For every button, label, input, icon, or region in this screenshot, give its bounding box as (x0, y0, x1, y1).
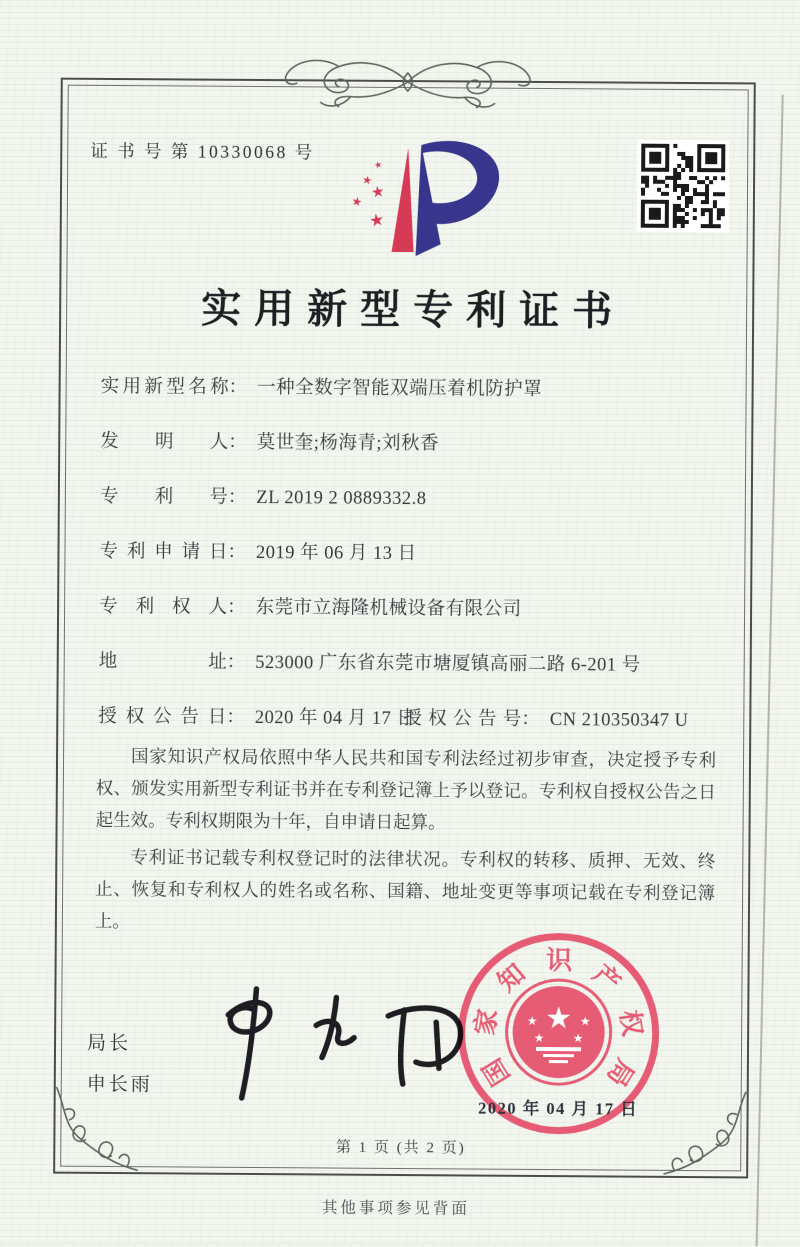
paper-edge (756, 95, 784, 1247)
svg-text:产: 产 (587, 959, 626, 999)
field-row-grant: 授权公告日： 2020 年 04 月 17 日 授权公告号： CN 210350347 U (98, 702, 728, 761)
field-value: ZL 2019 2 0889332.8 (256, 487, 427, 510)
field-label: 专利号 (99, 486, 228, 508)
qr-code (637, 140, 730, 233)
field-value: 一种全数字智能双端压着机防护罩 (257, 377, 543, 400)
field-row-address: 地址： 523000 广东省东莞市塘厦镇高丽二路 6-201 号 (98, 647, 728, 706)
svg-text:★: ★ (533, 1030, 545, 1046)
legal-paragraph-1: 国家知识产权局依照中华人民共和国专利法经过初步审查，决定授予专利权、颁发实用新型专利证书并在专利登记簿上予以登记。专利权自授权公告之日起生效。专利权期限为十年，自申请日起算。 (95, 746, 717, 833)
page-number: 第 1 页 (共 2 页) (335, 1139, 466, 1157)
field-label: 授权公告日 (98, 706, 227, 728)
certificate-number: 证 书 号 第 10330068 号 (90, 140, 315, 163)
certificate-title: 实用新型专利证书 (201, 285, 626, 334)
field-grant-number: 授权公告号： CN 210350347 U (403, 704, 688, 732)
field-label: 实用新型名称 (100, 376, 229, 398)
certificate-border-frame (53, 78, 756, 1179)
director-title: 局长 (86, 1032, 132, 1055)
svg-text:★: ★ (370, 184, 386, 202)
svg-text:★: ★ (545, 1002, 573, 1036)
director-name: 申长雨 (86, 1073, 153, 1096)
field-label: 地址 (98, 651, 227, 673)
field-row-name: 实用新型名称： 一种全数字智能双端压着机防护罩 (100, 372, 730, 431)
field-row-patentee: 专利权人： 东莞市立海隆机械设备有限公司 (99, 592, 729, 651)
field-label: 授权公告号 (403, 709, 522, 730)
field-label: 专利申请日 (99, 541, 228, 563)
svg-text:权: 权 (614, 1008, 648, 1039)
svg-text:局: 局 (601, 1053, 640, 1092)
field-label: 发明人 (100, 431, 229, 453)
svg-text:★: ★ (373, 159, 384, 171)
field-value: 莫世奎;杨海青;刘秋香 (256, 432, 440, 455)
svg-text:★: ★ (361, 173, 374, 188)
svg-text:知: 知 (492, 958, 531, 998)
field-value: 东莞市立海隆机械设备有限公司 (255, 597, 522, 620)
field-row-patent-no: 专利号： ZL 2019 2 0889332.8 (100, 482, 730, 541)
director-block (87, 1028, 154, 1110)
field-value: 523000 广东省东莞市塘厦镇高丽二路 6-201 号 (255, 652, 641, 676)
svg-text:★: ★ (572, 1031, 584, 1046)
seal-date: 2020 年 04 月 17 日 (477, 1098, 639, 1119)
back-side-note: 其他事项参见背面 (321, 1199, 470, 1218)
legal-text (95, 740, 716, 946)
field-value: 2020 年 04 月 17 日 (254, 707, 416, 730)
national-emblem-icon (506, 980, 611, 1085)
svg-text:国: 国 (477, 1053, 516, 1091)
field-row-inventor: 发明人： 莫世奎;杨海青;刘秋香 (100, 427, 730, 486)
field-row-filing-date: 专利申请日： 2019 年 06 月 13 日 (99, 537, 729, 596)
svg-text:识: 识 (546, 946, 573, 976)
svg-text:★: ★ (579, 1014, 591, 1029)
top-flourish-ornament-icon (273, 50, 543, 114)
svg-text:★: ★ (367, 209, 386, 231)
field-value: 2019 年 06 月 13 日 (255, 542, 417, 565)
cnipa-logo-icon (319, 131, 500, 267)
legal-paragraph-2: 专利证书记载专利权登记时的法律状况。专利权的转移、质押、无效、终止、恢复和专利权人的姓名或名称、国籍、地址变更等事项记载在专利登记簿上。 (94, 847, 716, 932)
svg-text:家: 家 (470, 1006, 503, 1038)
svg-text:★: ★ (526, 1013, 538, 1028)
field-label: 专利权人 (99, 596, 228, 618)
svg-text:★: ★ (350, 193, 364, 210)
director-signature (184, 981, 485, 1108)
field-list (98, 372, 731, 761)
field-value: CN 210350347 U (549, 710, 689, 732)
